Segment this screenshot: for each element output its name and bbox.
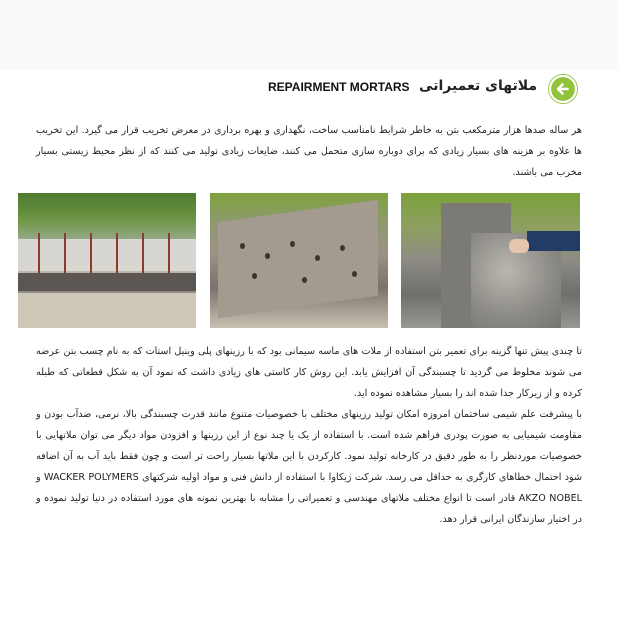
wall-hole	[265, 253, 270, 259]
photo-damaged-wall	[210, 193, 388, 328]
top-band	[0, 0, 619, 70]
photo-mortar-spraying	[401, 193, 580, 328]
ground	[18, 293, 196, 328]
wall-hole	[352, 271, 357, 277]
worker-sleeve	[527, 231, 580, 251]
beam-shadow	[18, 273, 196, 291]
arrow-left-circle-icon[interactable]	[548, 74, 578, 104]
rebar-mark	[90, 233, 92, 273]
photo-damaged-beam	[18, 193, 196, 328]
wall-hole	[302, 277, 307, 283]
wall-hole	[340, 245, 345, 251]
rebar-mark	[142, 233, 144, 273]
page-title-fa: ملاتهای تعمیراتی	[419, 78, 537, 94]
photo-strip	[18, 193, 580, 328]
page-title-en: REPAIRMENT MORTARS	[268, 80, 410, 94]
rebar-mark	[168, 233, 170, 273]
wall-hole	[290, 241, 295, 247]
rebar-mark	[64, 233, 66, 273]
company-paragraph: با پیشرفت علم شیمی ساختمان امروزه امکان تولید رزینهای مختلف با خصوصیات متنوع مانند قدرت چسبندگی بالا، نرمی، ضدآب بودن و مقاومت شیمیایی به صورت پودری فراهم شده است. با استفاده از یک یا چند نوع از این رزینها و افزودن مواد دیگر می توان ملاتهایی با خصوصیات موردنظر را به طور دقیق در کارخانه تولید نمود. کارکردن با این ملاتها بسیار راحت تر است و چون فقط باید آب به آن اضافه شود احتمال خطاهای کارگری به حداقل می رسد. شرکت ژیکاوا با استفاده از دانش فنی و مواد اولیه شرکتهای WACKER POLYMERS و AKZO NOBEL قادر است تا انواع مختلف ملاتهای مهندسی و تعمیراتی را مشابه با بهترین نمونه های مورد استفاده در دنیا تولید نموده و در اختیار سازندگان ایرانی قرار دهد.	[36, 409, 582, 525]
wall-shape	[218, 200, 378, 318]
wall-hole	[315, 255, 320, 261]
body-paragraphs	[36, 341, 582, 530]
wall-hole	[252, 273, 257, 279]
rebar-mark	[38, 233, 40, 273]
wall-hole	[240, 243, 245, 249]
worker-hand	[509, 239, 529, 253]
history-paragraph: تا چندی پیش تنها گزینه برای تعمیر بتن استفاده از ملات های ماسه سیمانی بود که با رزینهای پلی وینیل استات که به نام چسب بتن عرضه می شوند مخلوط می گردید تا چسبندگی آن افزایش یابد. این روش کار کاستی های زیادی داشت که نمود آن به شکل قطعاتی که طبله کرده و از زیرکار جدا شده اند را بسیار مشاهده نموده اید.	[36, 346, 582, 399]
rebar-mark	[116, 233, 118, 273]
intro-paragraph: هر ساله صدها هزار مترمکعب بتن به خاطر شرایط نامناسب ساخت، نگهداری و بهره برداری در معرض تخریب قرار می گیرد. این تخریب ها علاوه بر هزینه های بسیار زیادی که برای دوباره سازی متحمل می کنند، ضایعات زیادی تولید می کنند که از نظر محیط زیستی بسیار مخرب می باشند.	[36, 125, 582, 178]
